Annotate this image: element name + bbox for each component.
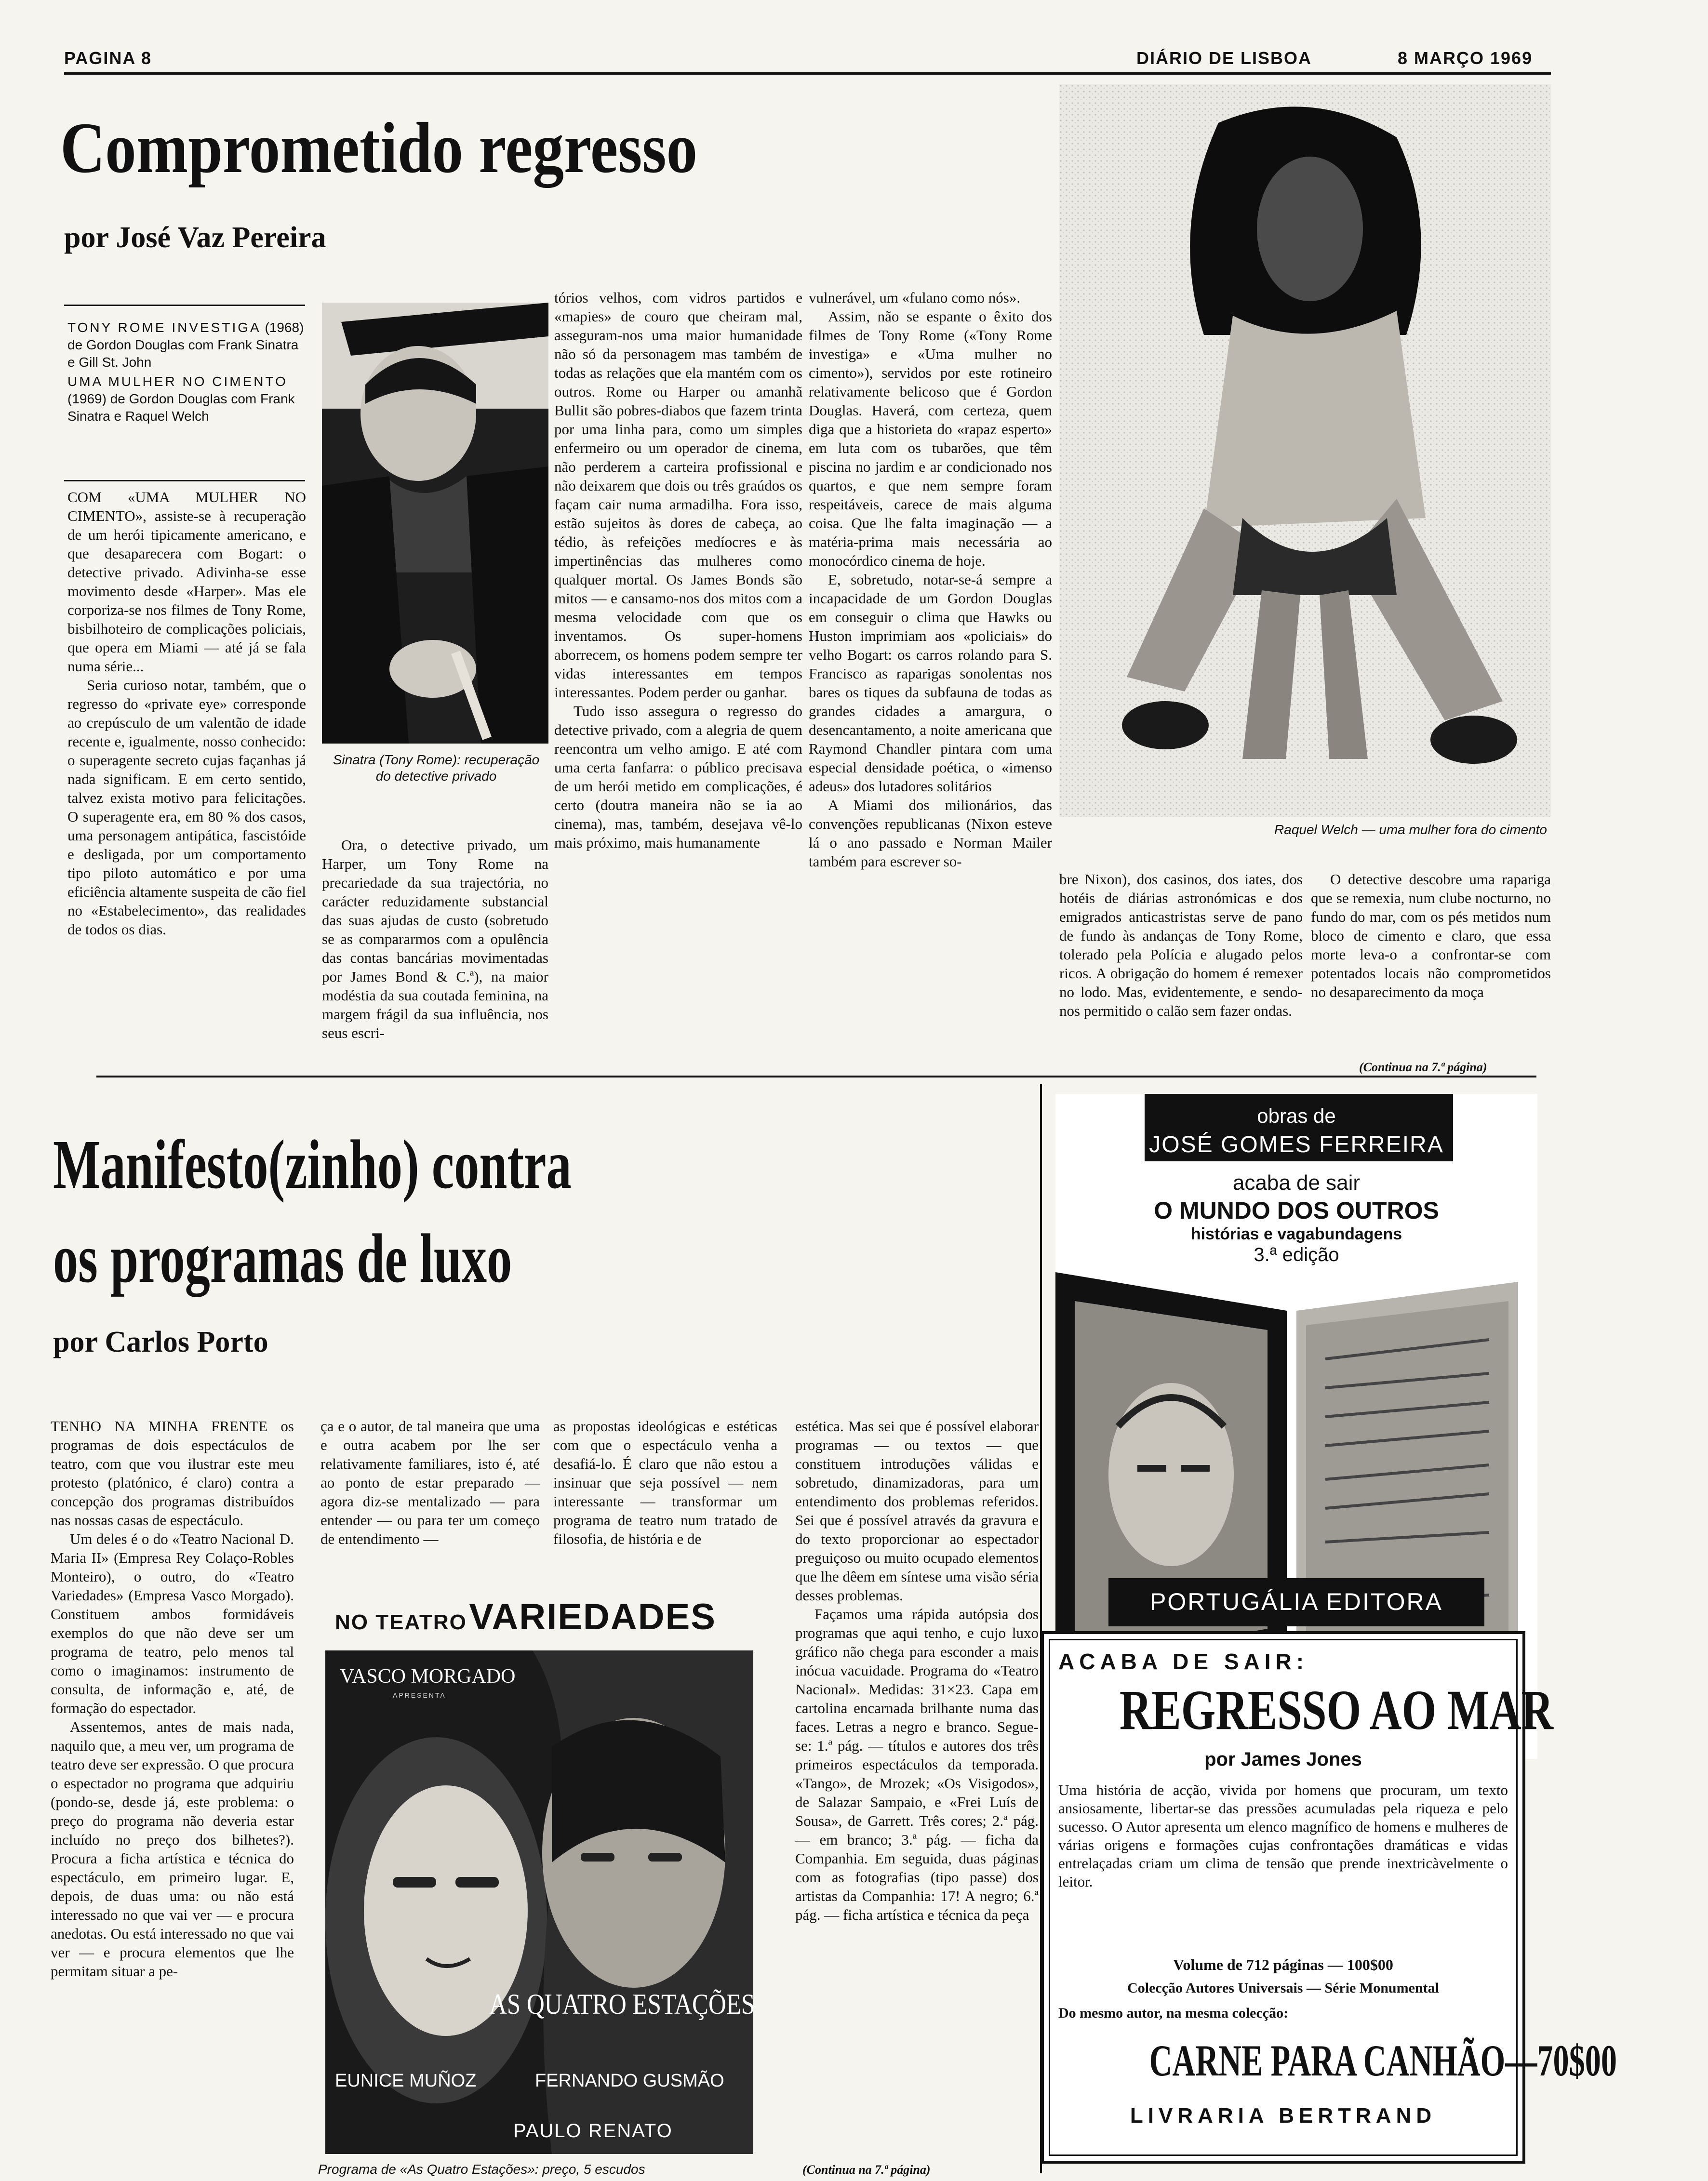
poster-presenter: VASCO MORGADO [340,1665,516,1688]
article1-title: Comprometido regresso [60,108,698,188]
article1-bottom-rule [96,1076,1536,1077]
poster-caption: Programa de «As Quatro Estações»: preço, 5 escudos [318,2162,645,2177]
article1-paragraph: Assim, não se espante o êxito dos filmes de Tony Rome («Tony Rome investiga» e «Uma mulher no cimento»), servidos por este rotineiro relativamente belicoso que é Gordon Douglas. Haverá, com certeza, quem diga que a historieta do «rapaz esperto» em luta com os tubarões, que têm piscina no jardim e ar condicionado nos quartos, e que nem sempre foram respeitáveis, carece de mais alguma coisa. Que lhe falta imaginação — a matéria-prima mais necessária ao monocórdico cinema de hoje. [809,308,1052,569]
article1-continua: (Continua na 7.ª página) [1359,1060,1487,1074]
article2-paragraph: Assentemos, antes de mais nada, naquilo que, a meu ver, um programa de teatro deve ser expressão. O que procura o espectador no programa que adquiriu (pondo-se, desde já, este problema: o preço do programa não deveria estar incluído no preço dos bilhetes?). Procura a ficha artística e técnica do espectáculo, em primeiro lugar. E, depois, de duas uma: ou não está interessado no que vai ver — e procura anedotas. Ou está interessado no que vai ver — e procura elementos que lhe permitam situar a pe- [51,1718,294,1980]
page-label: PAGINA 8 [64,48,152,68]
article1-paragraph: Tudo isso assegura o regresso do detective privado, com a alegria de quem reencontra um velho amigo. E até com uma certa fanfarra: o público precisava de um herói metido em complicações, é certo (doutra maneira não se ia ao cinema), mas, também, desejava vê-lo mais próximo, mais humanamente [554,703,802,851]
article1-paragraph: bre Nixon), dos casinos, dos iates, dos hotéis de diárias astronómicas e dos emigrados anticastristas serve de pano de fundo às andanças de Tony Rome, tolerado pela Polícia e alugado pelos ricos. A obrigação do homem é remexer no lodo. Mas, evidentemente, e sendo-nos permitido o calão sem fazer ondas. [1059,871,1303,1019]
article2-column-2 [320,1417,540,1571]
article2-paragraph: Um deles é o do «Teatro Nacional D. Maria II» (Empresa Rey Colaço-Robles Monteiro), o outro, do «Teatro Variedades» (Empresa Vasco Morgado). Constituem ambos formidáveis exemplos do que não deve ser um programa de teatro, pelo menos tal como o imaginamos: instrumento de consulta, de informação e, até, de formação do espectador. [51,1530,294,1716]
article2-column-3 [553,1417,777,1571]
ad-mar-collection: Colecção Autores Universais — Série Monumental [1127,1980,1439,1996]
infobox-bottom-rule [64,480,305,481]
article1-paragraph: COM «UMA MULHER NO CIMENTO», assiste-se à recuperação de um herói tipicamente americano, e que desaparecera com Bogart: o detective privado. Adivinha-se esse movimento desde «Harper». Mas ele corporiza-se nos filmes de Tony Rome, bisbilhoteiro de complicações policiais, que opera em Miami — até já se fala numa série... [67,489,306,675]
ad-book-subtitle: histórias e vagabundagens [1190,1225,1402,1243]
article1-paragraph: Seria curioso notar, também, que o regresso do «private eye» corresponde ao crepúsculo de um valentão de idade recente e, igualmente, nosso conhecido: o superagente secreto cujas façanhas já nada significam. E em certo sentido, talvez exista motivo para felicitações. O superagente era, em 80 % dos casos, uma personagem antipática, fascistóide e desligada, por um comportamento tipo piloto automático e por uma eficiência altamente suspeita de cão fiel no «Estabelecimento», das realidades de todos os dias. [67,677,306,938]
header-rule [64,72,1551,75]
raquel-welch-illustration [1059,84,1551,817]
newspaper-name: DIÁRIO DE LISBOA [1136,48,1312,68]
article2-title-line2: os programas de luxo [53,1220,512,1297]
film-title: TONY ROME INVESTIGA [67,320,261,335]
raquel-welch-photo [1059,84,1551,817]
ad-mar-blurb: Uma história de acção, vivida por homens que procuram, um texto ansiosamente, libertar-se das pressões acumuladas pela riqueza e pelo sucesso. O Autor apresenta um elenco magnífico de homens e mulheres de várias origens e formações cujas confrontações dramáticas e vidas entrelaçadas criam um clima de tensão que prende inextricàvelmente o leitor. [1058,1782,1508,1890]
ad-book-line3: acaba de sair [1232,1171,1361,1195]
issue-date: 8 MARÇO 1969 [1398,48,1533,68]
article2-paragraph: as propostas ideológicas e estéticas com que o espectáculo venha a desafiá-lo. É claro que não estou a insinuar que seja possível — nem interessante — transformar um programa de teatro num tratado de filosofia, de história e de [553,1418,777,1547]
article2-byline: por Carlos Porto [53,1326,268,1358]
ad-mar-title-wrap [1058,1677,1554,1743]
ad-book-edition: 3.ª edição [1254,1244,1339,1265]
article1-column-2 [322,836,548,1056]
theatre-poster [325,1650,753,2154]
article2-paragraph: estética. Mas sei que é possível elaborar programas — ou textos — que constituem introduções válidas e sobretudo, dinamizadoras, para um entendimento dos problemas referidos. Sei que é possível através da gravura e do texto proporcionar ao espectador preguiçoso ou muito ocupado elementos que lhe dêem em síntese uma visão séria desses problemas. [795,1418,1039,1604]
ad-regresso-ao-mar [1041,1631,1617,2164]
film-entry [67,373,308,425]
article2-column-4 [795,1417,1039,2135]
poster-presents: APRESENTA [393,1691,446,1699]
ad-mar-title: REGRESSO AO MAR [1119,1678,1554,1742]
article2-column-1 [51,1417,294,2144]
ad-book-line1: obras de [1257,1104,1336,1127]
ad-mar-second-title: CARNE PARA CANHÃO—70$00 [1149,2036,1617,2085]
film-credits: (1968) de Gordon Douglas com Frank Sinatra e Gill St. John [67,320,304,370]
film-infobox [67,319,308,427]
article2-title-line1: Manifesto(zinho) contra [53,1126,572,1203]
poster-actor-1: EUNICE MUÑOZ [335,2071,477,2091]
article1-byline: por José Vaz Pereira [64,221,326,254]
article1-paragraph: A Miami dos milionários, das convenções republicanas (Nixon esteve lá o ano passado e Norman Mailer também para escrever so- [809,797,1052,870]
poster-heading-large: VARIEDADES [469,1596,716,1637]
ad-mar-volume: Volume de 712 páginas — 100$00 [1173,1956,1393,1973]
article1-column-4 [809,288,1052,1056]
poster-heading-small: NO TEATRO [335,1610,467,1634]
article1-column-6 [1311,870,1551,1029]
poster-heading [335,1596,745,1638]
article1-paragraph: tórios velhos, com vidros partidos e «mapies» de couro que cheiram mal, asseguram-nos uma maior humanidade não só da personagem mas também de todas as relações que ela mantém com os outros. Rome ou Harper ou amanhã Bullit são pobres-diabos que fazem trinta por uma linha para, como um simples enfermeiro ou um operador de cinema, não perderem a carteira profissional e não deixarem que dois ou três graúdos os façam cair numa armadilha. Fora isso, estão sujeitos às dores de cabeça, ao tédio, às refeições medíocres e às impertinências das mulheres como qualquer mortal. Os James Bonds são mitos — e cansamo-nos dos mitos com a mesma velocidade com que os inventamos. Os super-homens aborrecem, os homens podem sempre ter vidas interessantes em tempos interessantes. Podem perder ou ganhar. [554,289,802,701]
ad-mar-author: por James Jones [1204,1749,1362,1770]
article1-column-3 [554,288,802,1056]
poster-actor-2: FERNANDO GUSMÃO [535,2071,724,2091]
film-title: UMA MULHER NO CIMENTO [67,374,288,389]
poster-director: PAULO RENATO [513,2120,673,2141]
article2-paragraph: ça e o autor, de tal maneira que uma e outra acabem por lhe ser relativamente familiares, isto é, até ao ponto de estar preparado — agora diz-se mentalizado — para entender — ou para ter um começo de entendimento — [320,1418,540,1547]
article1-paragraph: E, sobretudo, notar-se-á sempre a incapacidade de um Gordon Douglas em conseguir o clima que Hawks ou Huston imprimiam aos «policiais» do velho Bogart: os carros rolando para S. Francisco as raparigas sonolentas nos bares os tiques da subfauna de todas as grandes cidades a amargura, o desencantamento, a noite americana que Raymond Chandler pintara com uma especial densidade poética, o «imenso adeus» dos lutadores solitários [809,571,1052,795]
sinatra-photo [322,303,548,744]
sinatra-illustration [322,303,548,744]
sinatra-photo-caption: Sinatra (Tony Rome): recuperação do detective privado [333,752,540,784]
ad-book-title: O MUNDO DOS OUTROS [1154,1197,1439,1224]
article1-paragraph: O detective descobre uma rapariga que se remexia, num clube nocturno, no fundo do mar, com os pés metidos num bloco de cimento e claro, que essa morte leva-o a confrontar-se com potentados locais não comprometidos no desaparecimento da moça [1311,871,1551,1000]
ad-mar-bookstore: LIVRARIA BERTRAND [1130,2104,1437,2128]
ad-mar-second-title-wrap [1058,2035,1617,2086]
article1-column-5 [1059,870,1303,1056]
film-entry [67,319,308,371]
ad-book-author: JOSÉ GOMES FERREIRA [1149,1132,1444,1157]
article1-column-1 [67,488,306,1056]
article2-paragraph: TENHO NA MINHA FRENTE os programas de dois espectáculos de teatro, com que vou ilustrar este meu protesto (platónico, é claro) contra a concepção dos programas distribuídos nas nossas casas de espectáculo. [51,1418,294,1529]
article2-continua: (Continua na 7.ª página) [802,2163,931,2177]
film-credits: (1969) de Gordon Douglas com Frank Sinatra e Raquel Welch [67,391,295,424]
article1-paragraph: Ora, o detective privado, um Harper, um Tony Rome na precariedade da sua trajectória, no carácter reduzidamente substancial das suas ajudas de custo (sobretudo se as compararmos com a opulência das contas bancárias movimentadas por James Bond & C.ª), na maior modéstia da sua coutada feminina, na margem frágil da sua influência, nos seus escri- [322,837,548,1041]
ad-book-publisher: PORTUGÁLIA EDITORA [1150,1588,1443,1615]
poster-play-title: AS QUATRO ESTAÇÕES [489,1988,755,2020]
raquel-welch-photo-caption: Raquel Welch — uma mulher fora do cimento [1274,822,1547,837]
ad-mar-same-author: Do mesmo autor, na mesma colecção: [1058,2005,1289,2021]
infobox-top-rule [64,305,305,306]
article2-paragraph: Façamos uma rápida autópsia dos programas que aqui tenho, e cujo luxo gráfico não chega para esconder a mais inócua vacuidade. Programa do «Teatro Nacional». Medidas: 31×23. Capa em cartolina encarnada brilhante numa das faces. Letras a negro e branco. Segue-se: 1.ª pág. — títulos e autores dos três primeiros espectáculos da temporada. «Tango», de Mrozek; «Os Visigodos», de Salazar Sampaio, e «Frei Luís de Sousa», de Garrett. Três cores; 2.ª pág. — em branco; 3.ª pág. — ficha da Companhia. Em seguida, duas páginas com as fotografias (tipo passe) dos artistas da Companhia: 17! A negro; 6.ª pág. — ficha artística e técnica da peça [795,1606,1039,1923]
ad-mar-kicker: ACABA DE SAIR: [1058,1649,1309,1674]
article1-paragraph: vulnerável, um «fulano como nós». [809,289,1021,306]
